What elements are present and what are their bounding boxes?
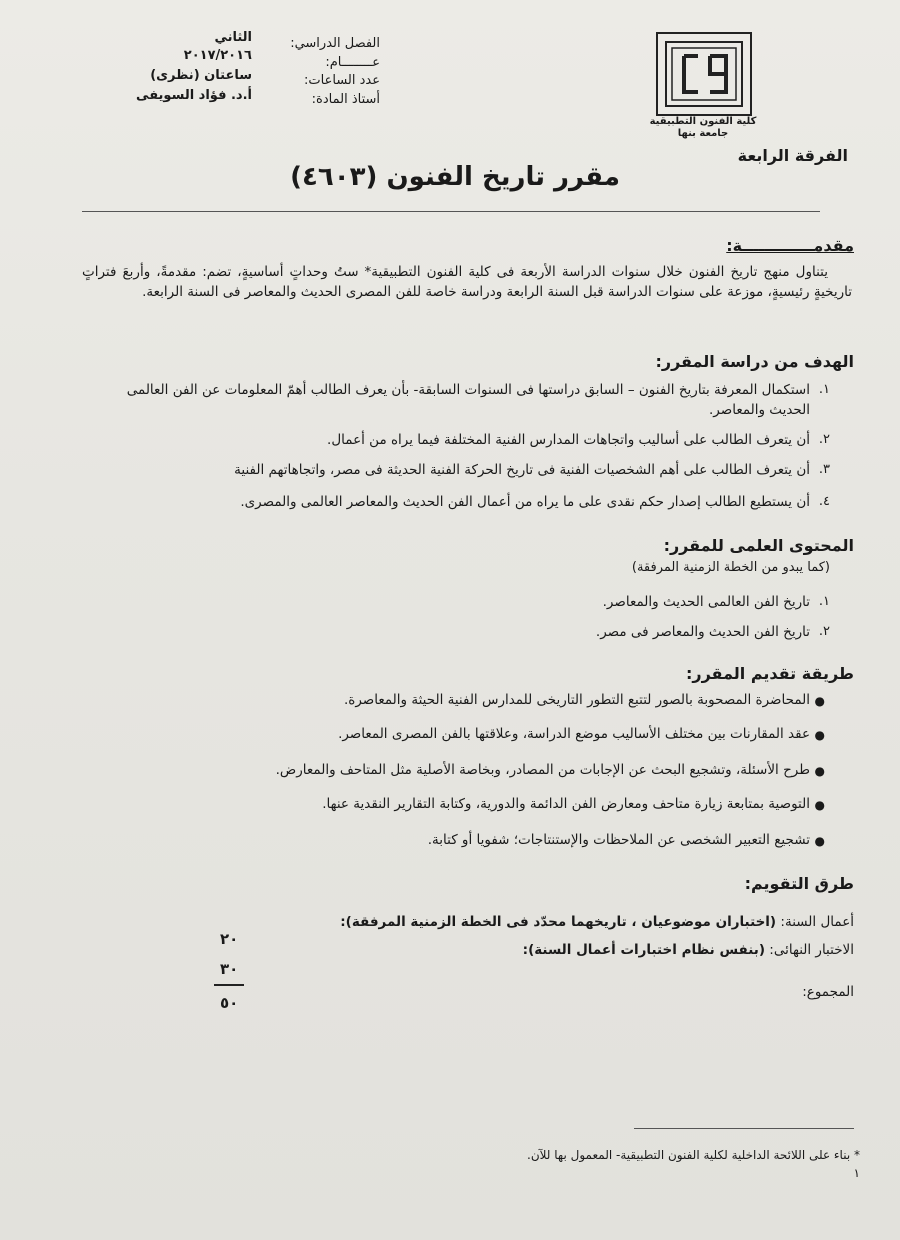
evaluation-heading: طرق التقويم: [744, 874, 854, 893]
university-name: جامعة بنها [677, 128, 729, 139]
objective-item: استكمال المعرفة بتاريخ الفنون – السابق دراستها فى السنوات السابقة- بأن يعرف الطالب أهمّ المعلومات عن الفن العالمى الحديث والمعاصر. [126, 382, 810, 418]
bullet-icon: ● [814, 834, 825, 848]
college-name: كلية الفنون التطبيقية [649, 116, 757, 127]
method-item: تشجيع التعبير الشخصى عن الملاحظات والإستنتاجات؛ شفويا أو كتابة. [427, 832, 810, 848]
footnote-rule [634, 1128, 854, 1129]
college-logo [656, 32, 752, 116]
objective-number: ١. [818, 382, 830, 397]
year-work-text: (اختباران موضوعيان ، تاريخهما محدّد فى الخطة الزمنية المرفقة): [340, 914, 777, 930]
year-work-label: أعمال السنة: [780, 914, 854, 930]
year-value: ٢٠١٧/٢٠١٦ [183, 48, 252, 63]
method-heading: طريقة تقديم المقرر: [685, 664, 854, 683]
objective-number: ٤. [818, 494, 830, 509]
objective-item: أن يستطيع الطالب إصدار حكم نقدى على ما يراه من أعمال الفن الحديث والمعاصر العالمى والمصرى. [240, 494, 810, 510]
page-title: مقرر تاريخ الفنون (٤٦٠٣) [290, 162, 620, 192]
year-work-line [340, 914, 854, 930]
hours-value: ساعتان (نظرى) [150, 68, 252, 83]
objective-item: أن يتعرف الطالب على أساليب واتجاهات المدارس الفنية المختلفة فيما يراه من أعمال. [327, 432, 810, 448]
total-label: المجموع: [802, 984, 854, 1000]
bullet-icon: ● [814, 798, 825, 812]
method-item: طرح الأسئلة، وتشجيع البحث عن الإجابات من المصادر، وبخاصة الأصلية مثل المتاحف والمعارض. [275, 762, 810, 778]
method-item: عقد المقارنات بين مختلف الأساليب موضع الدراسة، وعلاقتها بالفن المصرى المعاصر. [338, 726, 810, 742]
page-number: ١ [853, 1166, 860, 1180]
content-number: ٢. [818, 624, 830, 639]
final-score: ٣٠ [220, 960, 239, 978]
content-item: تاريخ الفن العالمى الحديث والمعاصر. [602, 594, 810, 610]
year-label: عــــــــام: [325, 55, 380, 70]
score-underline [214, 984, 244, 986]
total-score: ٥٠ [220, 994, 239, 1012]
content-item: تاريخ الفن الحديث والمعاصر فى مصر. [595, 624, 810, 640]
level-label: الفرقة الرابعة [737, 146, 848, 165]
bullet-icon: ● [814, 764, 825, 778]
footnote-text: * بناء على اللائحة الداخلية لكلية الفنون التطبيقية- المعمول بها للآن. [527, 1148, 860, 1162]
objective-number: ٢. [818, 432, 830, 447]
professor-value: أ.د. فؤاد السويفى [136, 88, 252, 103]
bullet-icon: ● [814, 728, 825, 742]
objective-item: أن يتعرف الطالب على أهم الشخصيات الفنية فى تاريخ الحركة الفنية الحديثة فى مصر، واتجاهاتهم الفنية [234, 462, 810, 478]
intro-heading: مقدمـــــــــــــة: [726, 236, 854, 255]
hours-label: عدد الساعات: [304, 73, 380, 88]
semester-value: الثاني [214, 30, 252, 45]
final-exam-label: الاختبار النهائى: [769, 942, 854, 958]
logo-caption [640, 116, 766, 140]
final-exam-text: (بنفس نظام اختبارات أعمال السنة): [522, 942, 765, 958]
method-item: المحاضرة المصحوبة بالصور لتتبع التطور التاريخى للمدارس الفنية الحيثة والمعاصرة. [343, 692, 810, 708]
objectives-heading: الهدف من دراسة المقرر: [655, 352, 854, 371]
semester-label: الفصل الدراسي: [290, 36, 380, 51]
method-item: التوصية بمتابعة زيارة متاحف ومعارض الفن الدائمة والدورية، وكتابة التقارير النقدية عنها. [322, 796, 810, 812]
bullet-icon: ● [814, 694, 825, 708]
content-heading: المحتوى العلمى للمقرر: [663, 536, 854, 555]
final-exam-line [523, 942, 854, 958]
content-number: ١. [818, 594, 830, 609]
title-underline [82, 211, 820, 212]
intro-text: يتناول منهج تاريخ الفنون خلال سنوات الدراسة الأربعة فى كلية الفنون التطبيقية* ستُ وحداتٍ أساسيةٍ، تضم: مقدمةً، وأربعَ فتراتٍ تاريخيةٍ رئيسيةٍ، موزعة على سنوات الدراسة قبل السنة الرابعة ودراسة خاصة للفن المصرى الحديث والمعاصر فى السنة الرابعة. [82, 264, 852, 300]
professor-label: أستاذ المادة: [311, 92, 380, 107]
objective-number: ٣. [818, 462, 830, 477]
year-work-score: ٢٠ [220, 930, 239, 948]
content-subheading: (كما يبدو من الخطة الزمنية المرفقة) [631, 560, 830, 575]
